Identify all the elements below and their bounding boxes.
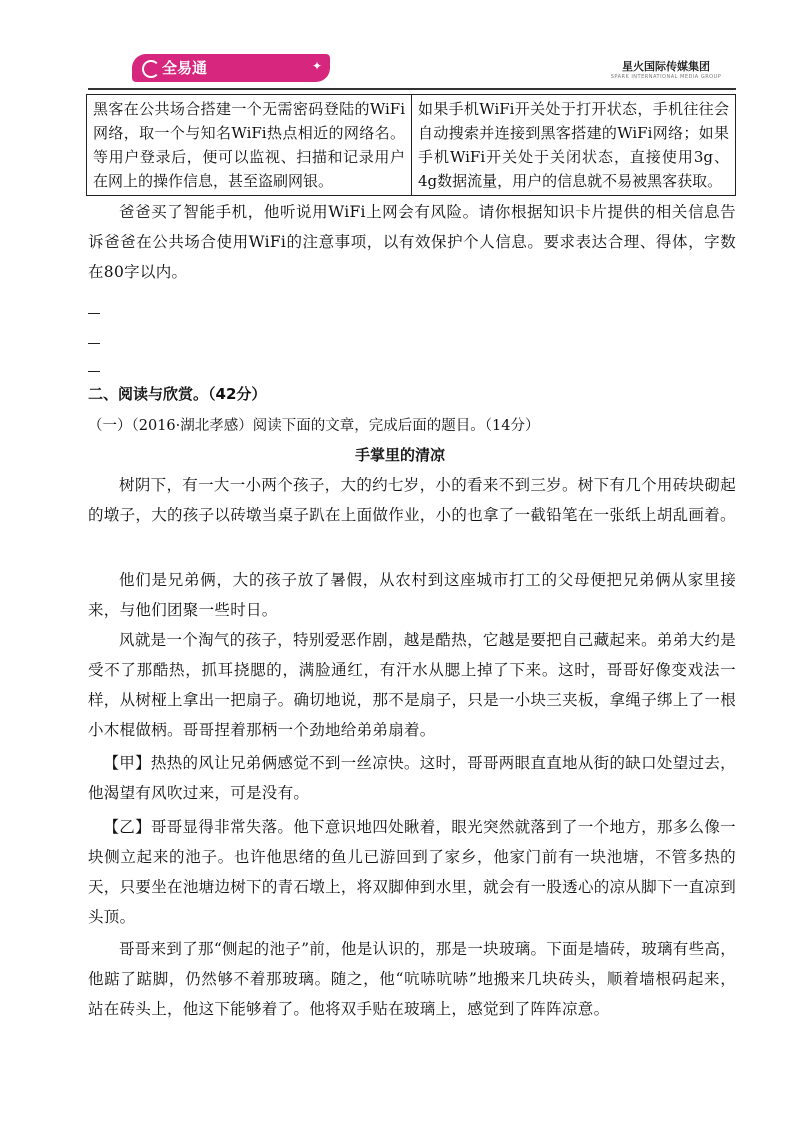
publisher-name-en: SPARK INTERNATIONAL MEDIA GROUP <box>610 74 722 80</box>
publisher-brand <box>596 58 736 80</box>
sparkle-icon: ✦ <box>311 59 322 73</box>
answer-line-2[interactable] <box>88 343 100 344</box>
table-row <box>87 95 736 196</box>
article-paragraph: 【乙】哥哥显得非常失落。他下意识地四处瞅着，眼光突然就落到了一个地方，那多么像一块侧立起来的池子。也许他思绪的鱼儿已游回到了家乡，他家门前有一块池塘，不管多热的天，只要坐在池塘边树下的青石墩上，将双脚伸到水里，就会有一股透心的凉从脚下一直凉到头顶。 <box>88 818 736 926</box>
logo-text: 全易通 <box>162 59 208 77</box>
question-text: 爸爸买了智能手机，他听说用WiFi上网会有风险。请你根据知识卡片提供的相关信息告诉爸爸在公共场合使用WiFi的注意事项，以有效保护个人信息。要求表达合理、得体，字数在80字以内。 <box>88 203 736 281</box>
brand-logo <box>132 54 330 82</box>
article-paragraph: 树阴下，有一大一小两个孩子，大的约七岁，小的看来不到三岁。树下有几个用砖块砌起的墩子，大的孩子以砖墩当桌子趴在上面做作业，小的也拿了一截铅笔在一张纸上胡乱画着。 <box>88 476 736 524</box>
article-paragraph: 风就是一个淘气的孩子，特别爱恶作剧，越是酷热，它越是要把自己藏起来。弟弟大约是受不了那酷热，抓耳挠腮的，满脸通红，有汗水从腮上掉了下来。这时，哥哥好像变戏法一样，从树桠上拿出一把扇子。确切地说，那不是扇子，只是一小块三夹板，拿绳子绑上了一根小木棍做柄。哥哥捏着那柄一个劲地给弟弟扇着。 <box>88 631 736 739</box>
card-cell-left: 黑客在公共场合搭建一个无需密码登陆的WiFi网络，取一个与知名WiFi热点相近的网络名。等用户登录后，便可以监视、扫描和记录用户在网上的操作信息，甚至盗刷网银。 <box>87 95 412 196</box>
knowledge-card-table <box>86 94 736 196</box>
article-paragraph: 他们是兄弟俩，大的孩子放了暑假，从农村到这座城市打工的父母便把兄弟俩从家里接来，与他们团聚一些时日。 <box>88 571 736 619</box>
card-cell-right: 如果手机WiFi开关处于打开状态，手机往往会自动搜索并连接到黑客搭建的WiFi网络；如果手机WiFi开关处于关闭状态，直接使用3g、4g数据流量，用户的信息就不易被黑客获取。 <box>412 95 736 196</box>
logo-mark-icon <box>142 60 160 78</box>
publisher-name: 星火国际传媒集团 <box>622 60 710 73</box>
article-paragraph: 【甲】热热的风让兄弟俩感觉不到一丝凉快。这时，哥哥两眼直直地从街的缺口处望过去，他渴望有风吹过来，可是没有。 <box>88 754 736 802</box>
sub-heading: （一）（2016·湖北孝感）阅读下面的文章，完成后面的题目。（14分） <box>88 418 540 434</box>
answer-line-3[interactable] <box>88 371 100 372</box>
section-heading: 二、阅读与欣赏。（42分） <box>88 385 267 403</box>
page-header <box>88 50 736 92</box>
header-divider <box>88 88 736 90</box>
article-paragraph: 哥哥来到了那“侧起的池子”前，他是认识的，那是一块玻璃。下面是墙砖，玻璃有些高，他踮了踮脚，仍然够不着那玻璃。随之，他“吭哧吭哧”地搬来几块砖头，顺着墙根码起来，站在砖头上，他这下能够着了。他将双手贴在玻璃上，感觉到了阵阵凉意。 <box>88 940 736 1018</box>
article-title: 手掌里的清凉 <box>354 446 445 464</box>
answer-line-1[interactable] <box>88 313 100 314</box>
